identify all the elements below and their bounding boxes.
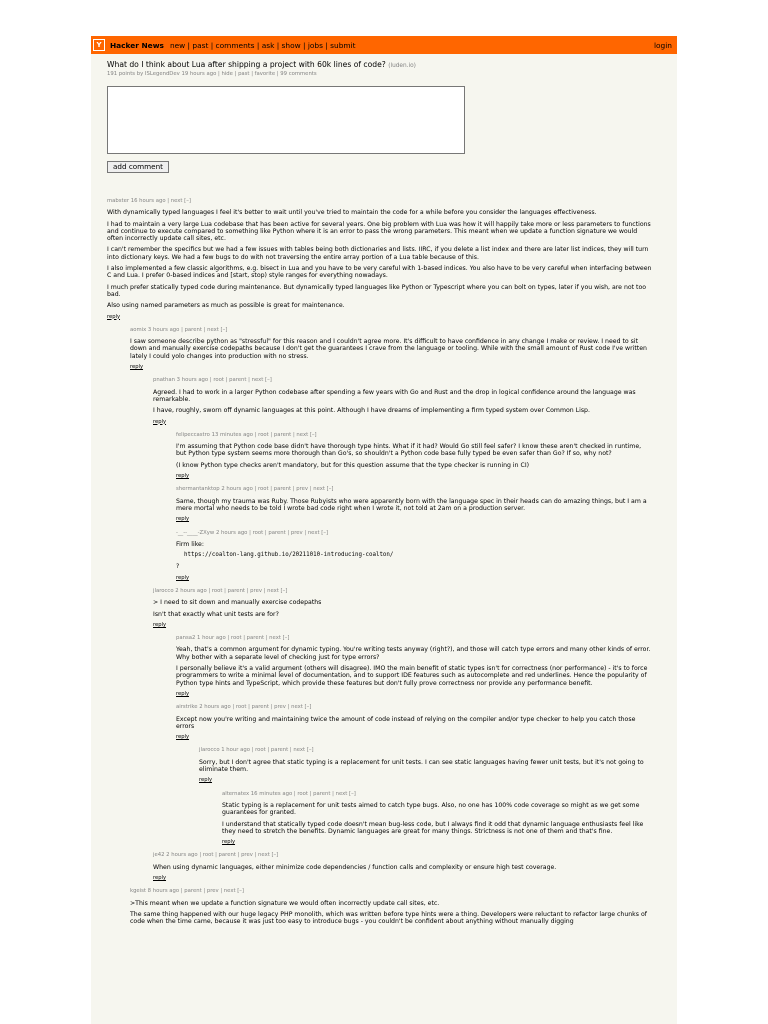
reply-link[interactable]: reply [176, 574, 190, 581]
reply-link[interactable]: reply [130, 364, 144, 371]
top-bar [91, 36, 677, 54]
comment-meta[interactable]: kgeist 8 hours ago | parent | prev | next [–] [130, 888, 244, 895]
comment-meta[interactable]: pansa2 1 hour ago | root | parent | next [–] [176, 635, 290, 642]
comment-text: > I need to sit down and manually exercise codepaths [153, 599, 322, 607]
comment-text: I have, roughly, sworn off dynamic languages at this point. Although I have dreams of implementing a firm typed system over Common Lisp. [153, 407, 590, 415]
comment-code-block: https://coalton-lang.github.io/20211010-introducing-coalton/ [184, 552, 394, 559]
comment-meta[interactable]: airstrike 2 hours ago | root | parent | prev | next [–] [176, 704, 312, 711]
story-header [91, 54, 677, 77]
comment-textarea[interactable] [107, 86, 465, 154]
reply-link[interactable]: reply [222, 839, 236, 846]
login-link[interactable]: login [653, 40, 672, 50]
comment-meta[interactable]: pnathan 3 hours ago | root | parent | next [–] [153, 377, 272, 384]
comment [130, 327, 653, 371]
comment [153, 377, 653, 425]
comment-tree [91, 198, 677, 925]
reply-link[interactable]: reply [107, 313, 121, 320]
comment-text: When using dynamic languages, either minimize code dependencies / function calls and complexity or ensure high test coverage. [153, 863, 557, 871]
story-subtext[interactable]: 191 points by ISLegendDev 19 hours ago | hide | past | favorite | 99 comments [107, 71, 317, 77]
reply-link[interactable]: reply [199, 777, 213, 784]
comment-text: ? [176, 563, 180, 571]
hn-page [91, 36, 677, 1024]
comment-meta[interactable]: alternatex 16 minutes ago | root | parent | next [–] [222, 790, 356, 797]
comment-meta[interactable]: -__--____-ZXyw 2 hours ago | root | parent | prev | next [–] [176, 529, 329, 536]
comment [176, 635, 653, 698]
comment-text: The same thing happened with our huge legacy PHP monolith, which was written before type hints were a thing. Developers were reluctant to refactor large chunks of code when the time came, because it was just too easy to introduce bugs - you couldn't be confident about anything without manually digging [130, 910, 647, 926]
comment-text: Same, though my trauma was Ruby. Those Rubyists who were apparently born with the language spec in their heads can do amazing things, but I am a mere mortal who needs to be told I wrote bad code right when I wrote it, not told at 2am on a production server. [176, 497, 647, 512]
reply-link[interactable]: reply [153, 621, 167, 628]
comment-text: Except now you're writing and maintaining twice the amount of code instead of relying on the compiler and/or type checker to help you catch those errors [176, 715, 636, 730]
comment-text: I saw someone describe python as "stressful" for this reason and I couldn't agree more. It's difficult to have confidence in any change I make or review. I need to sit down and manually exercise codepaths because I don't get the guarantees I crave from the language or tooling. While with the small amount of Rust code I've written lately I could yolo changes into production with no stress. [130, 338, 647, 360]
comment [222, 791, 653, 847]
reply-link[interactable]: reply [153, 418, 167, 425]
comment-text: Sorry, but I don't agree that static typing is a replacement for unit tests. I can see static languages having fewer unit tests, but it's not going to eliminate them. [199, 758, 644, 774]
hn-logo-icon[interactable]: Y [93, 39, 105, 51]
comment-text: I had to maintain a very large Lua codebase that has been active for several years. One big problem with Lua was how it will happily take more or less parameters to functions and continue to execute compared to something like Python where it is an error to pass the wrong parameters. This meant when we update a function signature we would often incorrectly update call sites, etc. [107, 220, 651, 243]
comment-text: >This meant when we update a function signature we would often incorrectly update call sites, etc. [130, 899, 440, 907]
reply-link[interactable]: reply [153, 875, 167, 881]
comment-text: Static typing is a replacement for unit tests aimed to catch type bugs. Also, no one has 100% code coverage so might as we get some guarantees for granted. [222, 801, 640, 817]
comment-text: I personally believe it's a valid argument (others will disagree). IMO the main benefit of static types isn't for correctness (nor performance) - it's to force programmers to write a minimal level of documentation, and to support IDE features such as autocomplete and red underlines. Hence the popularity of Python type hints and TypeScript, which provide these features but don't fully prove correctness nor provide any performance benefit. [176, 665, 648, 687]
comment [176, 530, 653, 582]
comment-text: Agreed. I had to work in a larger Python codebase after spending a few years with Go and Rust and the drop in logical confidence around the language was remarkable. [153, 388, 636, 403]
comment-text: I can't remember the specifics but we had a few issues with tables being both dictionaries and lists. IIRC, if you delete a list index and there are later list indices, they will turn into dictionary keys. We had a few bugs to do with not traversing the entire array portion of a Lua table because of this. [107, 246, 649, 261]
site-name-link[interactable]: Hacker News [110, 40, 164, 50]
comment-text: (I know Python type checks aren't mandatory, but for this question assume that the type checker is running in CI) [176, 461, 530, 469]
comment-meta[interactable]: jlarocco 2 hours ago | root | parent | prev | next [–] [153, 587, 288, 594]
add-comment-button[interactable]: add comment [107, 161, 169, 173]
reply-link[interactable]: reply [176, 690, 190, 697]
comment-meta[interactable]: felipeccastro 13 minutes ago | root | parent | next [–] [176, 431, 317, 438]
comment-text: With dynamically typed languages I feel it's better to wait until you've tried to maintain the code for a while before you consider the languages effectiveness. [107, 209, 597, 217]
comment-text: Yeah, that's a common argument for dynamic typing. You're writing tests anyway (right?), and those will catch type errors and many other kinds of error. Why bother with a separate level of checking just for type errors? [176, 646, 651, 661]
nav-links[interactable]: new | past | comments | ask | show | jobs | submit [169, 40, 356, 50]
comment-text: Isn't that exactly what unit tests are for? [153, 610, 279, 618]
comment-text: I'm assuming that Python code base didn't have thorough type hints. What if it had? Would Go still feel safer? I know these aren't checked in runtime, but Python type system seems more thorough than Go's, so shouldn't a Python code base fully typed be even safer than Go? If so, why not? [176, 443, 642, 458]
comment [176, 486, 653, 523]
comment-meta[interactable]: aomix 3 hours ago | parent | next [–] [130, 326, 228, 333]
comment [153, 852, 653, 882]
comment-text: I much prefer statically typed code during maintenance. But dynamically typed languages like Python or Typescript where you can bolt on types, later if you wish, are not too bad. [107, 283, 647, 298]
comment [107, 198, 653, 321]
comment-meta[interactable]: mabster 16 hours ago | next [–] [107, 198, 191, 204]
comment-text: Also using named parameters as much as possible is great for maintenance. [107, 302, 345, 310]
comment [176, 432, 653, 480]
reply-link[interactable]: reply [176, 516, 190, 523]
story-domain[interactable]: (luden.io) [388, 63, 416, 69]
comment [153, 588, 653, 629]
story-title-link[interactable]: What do I think about Lua after shipping a project with 60k lines of code? [107, 60, 386, 69]
comment-meta[interactable]: shermantanktop 2 hours ago | root | parent | prev | next [–] [176, 486, 334, 493]
comment-meta[interactable]: je42 2 hours ago | root | parent | prev | next [–] [153, 852, 279, 859]
comment [176, 704, 653, 741]
comment-text: I understand that statically typed code doesn't mean bug-less code, but I always find it odd that dynamic language enthusiasts feel like they need to stretch the benefits. Dynamic languages are great for many things. Strictness is not one of them and that's fine. [222, 820, 644, 835]
comment-meta[interactable]: jlarocco 1 hour ago | root | parent | next [–] [199, 747, 314, 754]
reply-link[interactable]: reply [176, 473, 190, 480]
story-title-row [107, 60, 677, 69]
reply-link[interactable]: reply [176, 734, 190, 741]
comment [130, 888, 653, 925]
comment-text: I also implemented a few classic algorithms, e.g. bisect in Lua and you have to be very careful with 1-based indices. You also have to be very careful when interfacing between C and Lua. I prefer 0-based indices and [start, stop) style ranges for everything nowadays. [107, 265, 652, 280]
comment-text: Firm like: [176, 540, 204, 548]
comment [199, 747, 653, 784]
